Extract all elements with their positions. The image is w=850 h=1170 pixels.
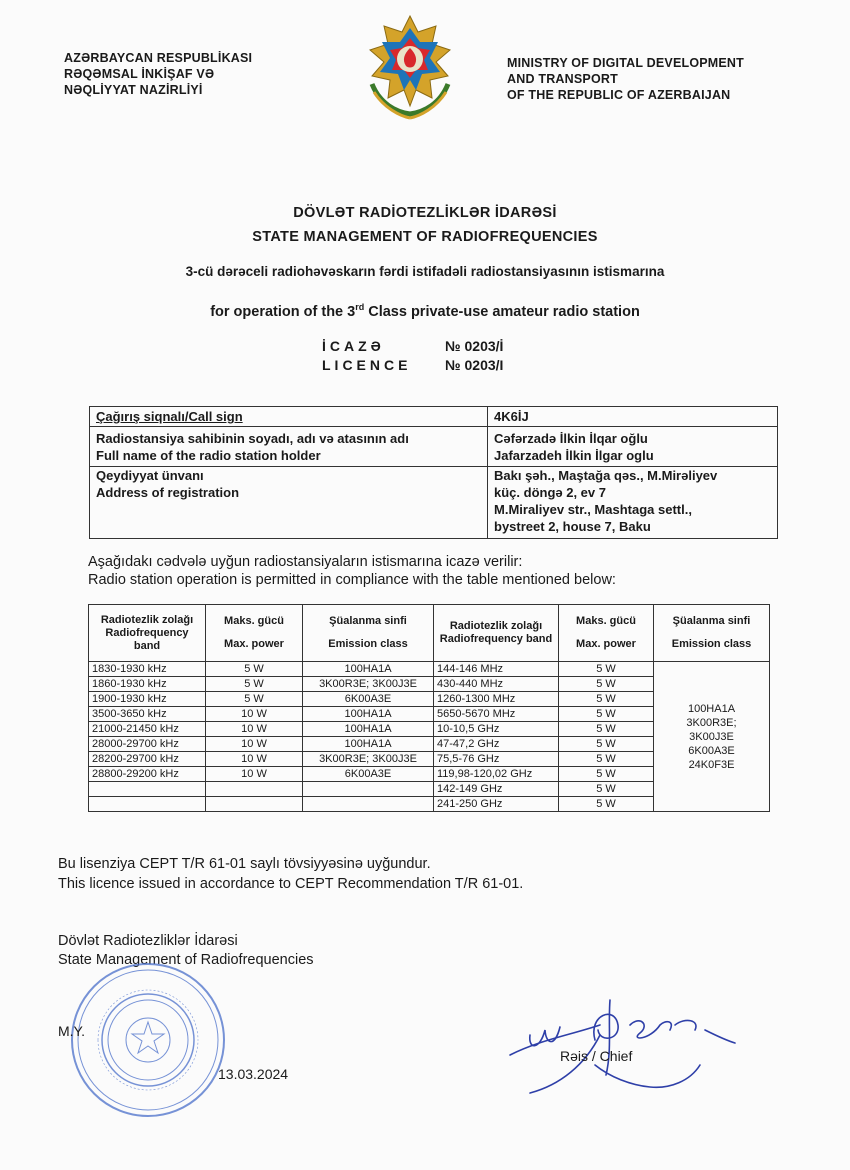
hf-band-cell <box>89 797 206 812</box>
hf-band-cell <box>89 782 206 797</box>
hf-power-cell <box>206 797 303 812</box>
vhf-band-cell: 430-440 MHz <box>434 677 559 692</box>
hf-power-cell: 10 W <box>206 767 303 782</box>
header-band-en: Radiofrequency band <box>439 633 553 645</box>
name-value-en: Jafarzadeh İlkin İlgar oglu <box>494 448 654 463</box>
hf-power-cell: 10 W <box>206 722 303 737</box>
frequency-bands-table <box>88 604 770 812</box>
hf-power-cell: 10 W <box>206 752 303 767</box>
header-band-hf <box>89 605 206 662</box>
hf-power-cell: 10 W <box>206 707 303 722</box>
ministry-en-line-3: OF THE REPUBLIC OF AZERBAIJAN <box>507 88 731 102</box>
vhf-power-cell: 5 W <box>559 707 654 722</box>
header-emission-vhf <box>654 605 770 662</box>
hf-emission-cell: 100HA1A <box>303 737 434 752</box>
hf-emission-cell: 3K00R3E; 3K00J3E <box>303 752 434 767</box>
header-emission-en: Emission class <box>671 638 752 650</box>
hf-emission-cell <box>303 797 434 812</box>
permit-text-az: Aşağıdakı cədvələ uyğun radiostansiyaların istismarına icazə verilir: <box>88 554 523 570</box>
address-line-3: M.Miraliyev str., Mashtaga settl., <box>494 502 692 517</box>
hf-emission-cell: 6K00A3E <box>303 692 434 707</box>
table-header-row <box>89 605 770 662</box>
vhf-emission-line: 3K00R3E; <box>686 716 737 729</box>
hf-emission-cell: 100HA1A <box>303 722 434 737</box>
header-power-vhf <box>559 605 654 662</box>
hf-band-cell: 1830-1930 kHz <box>89 662 206 677</box>
vhf-band-cell: 241-250 GHz <box>434 797 559 812</box>
ministry-az-line-1: AZƏRBAYCAN RESPUBLİKASI <box>64 51 253 65</box>
purpose-en-sup: rd <box>355 302 365 312</box>
cept-text-en: This licence issued in accordance to CEPT Recommendation T/R 61-01. <box>58 876 524 892</box>
ministry-az-line-3: NƏQLİYYAT NAZİRLİYİ <box>64 83 203 97</box>
official-stamp-icon <box>68 960 228 1120</box>
vhf-power-cell: 5 W <box>559 737 654 752</box>
ministry-name-az <box>64 50 252 98</box>
header-emission-hf <box>303 605 434 662</box>
vhf-band-cell: 47-47,2 GHz <box>434 737 559 752</box>
vhf-power-cell: 5 W <box>559 677 654 692</box>
vhf-band-cell: 75,5-76 GHz <box>434 752 559 767</box>
vhf-emission-line: 100HA1A <box>687 702 736 715</box>
hf-emission-cell <box>303 782 434 797</box>
table-row <box>89 662 770 677</box>
name-label-en: Full name of the radio station holder <box>96 448 321 463</box>
address-value <box>488 466 777 538</box>
hf-emission-cell: 3K00R3E; 3K00J3E <box>303 677 434 692</box>
header-power-az: Maks. gücü <box>576 615 636 627</box>
permit-text-en: Radio station operation is permitted in compliance with the table mentioned below: <box>88 572 616 588</box>
vhf-band-cell: 119,98-120,02 GHz <box>434 767 559 782</box>
header-band-az: Radiotezlik zolağı <box>449 620 543 632</box>
hf-band-cell: 28000-29700 kHz <box>89 737 206 752</box>
call-sign-value: 4K6İJ <box>494 409 529 424</box>
header-power-en: Max. power <box>576 638 636 650</box>
hf-power-cell: 5 W <box>206 677 303 692</box>
ministry-en-line-1: MINISTRY OF DIGITAL DEVELOPMENT <box>507 56 744 70</box>
seal-place-label: M.Y. <box>58 1023 85 1039</box>
purpose-en-pre: for operation of the 3 <box>210 303 356 320</box>
cept-text-az: Bu lisenziya CEPT T/R 61-01 saylı tövsiyyəsinə uyğundur. <box>58 856 431 872</box>
ministry-az-line-2: RƏQƏMSAL İNKİŞAF VƏ <box>64 67 215 81</box>
header-band-en: Radiofrequency band <box>105 626 189 652</box>
name-value-az: Cəfərzadə İlkin İlqar oğlu <box>494 431 648 446</box>
ministry-en-line-2: AND TRANSPORT <box>507 72 618 86</box>
header-band-az: Radiotezlik zolağı <box>100 613 194 626</box>
ministry-name-en <box>507 55 744 103</box>
chief-label: Rəis / Chief <box>560 1048 633 1064</box>
name-value <box>488 426 777 466</box>
issue-date: 13.03.2024 <box>218 1066 289 1082</box>
licence-number-en: № 0203/I <box>445 357 504 373</box>
address-line-2: küç. döngə 2, ev 7 <box>494 485 606 500</box>
call-sign-row <box>90 407 777 427</box>
header-power-hf <box>206 605 303 662</box>
purpose-az: 3-cü dərəceli radiohəvəskarın fərdi istifadəli radiostansiyasının istismarına <box>185 264 665 279</box>
hf-power-cell: 10 W <box>206 737 303 752</box>
state-emblem-icon <box>360 12 460 122</box>
header-emission-en: Emission class <box>328 638 408 650</box>
hf-band-cell: 28200-29700 kHz <box>89 752 206 767</box>
header-power-en: Max. power <box>224 638 284 650</box>
agency-title-en: STATE MANAGEMENT OF RADIOFREQUENCIES <box>252 229 598 245</box>
hf-band-cell: 1860-1930 kHz <box>89 677 206 692</box>
licence-label-en: LICENCE <box>322 357 412 373</box>
hf-band-cell: 3500-3650 kHz <box>89 707 206 722</box>
holder-info-table <box>89 406 778 539</box>
signature-icon <box>500 995 750 1095</box>
address-line-1: Bakı şəh., Maştağa qəs., M.Mirəliyev <box>494 468 718 483</box>
licence-label-az: İCAZƏ <box>322 338 385 354</box>
hf-emission-cell: 6K00A3E <box>303 767 434 782</box>
address-label <box>90 466 488 538</box>
header-band-vhf <box>434 605 559 662</box>
vhf-emission-line: 6K00A3E <box>688 744 735 757</box>
vhf-power-cell: 5 W <box>559 767 654 782</box>
purpose-en <box>0 302 850 320</box>
vhf-band-cell: 142-149 GHz <box>434 782 559 797</box>
name-label-az: Radiostansiya sahibinin soyadı, adı və atasının adı <box>96 431 409 446</box>
hf-band-cell: 1900-1930 kHz <box>89 692 206 707</box>
address-label-en: Address of registration <box>96 485 240 500</box>
header-emission-az: Şüalanma sinfi <box>329 615 407 627</box>
footer-org-en: State Management of Radiofrequencies <box>58 952 314 968</box>
vhf-band-cell: 5650-5670 MHz <box>434 707 559 722</box>
vhf-emission-merged-cell <box>654 662 770 812</box>
footer-org-az: Dövlət Radiotezliklər İdarəsi <box>58 933 238 949</box>
hf-band-cell: 21000-21450 kHz <box>89 722 206 737</box>
vhf-power-cell: 5 W <box>559 752 654 767</box>
vhf-band-cell: 1260-1300 MHz <box>434 692 559 707</box>
address-line-4: bystreet 2, house 7, Baku <box>494 519 651 534</box>
licence-number-az: № 0203/İ <box>445 338 504 354</box>
vhf-power-cell: 5 W <box>559 797 654 812</box>
vhf-emission-line: 3K00J3E <box>689 730 734 743</box>
address-label-az: Qeydiyyat ünvanı <box>96 468 204 483</box>
header-power-az: Maks. gücü <box>224 615 284 627</box>
agency-title-az: DÖVLƏT RADİOTEZLİKLƏR İDARƏSİ <box>293 205 557 221</box>
hf-power-cell <box>206 782 303 797</box>
call-sign-label: Çağırış siqnalı/Call sign <box>90 407 488 426</box>
hf-emission-cell: 100HA1A <box>303 707 434 722</box>
vhf-band-cell: 144-146 MHz <box>434 662 559 677</box>
vhf-band-cell: 10-10,5 GHz <box>434 722 559 737</box>
name-label <box>90 426 488 466</box>
vhf-emission-line: 24K0F3E <box>688 758 735 771</box>
vhf-power-cell: 5 W <box>559 722 654 737</box>
hf-power-cell: 5 W <box>206 692 303 707</box>
vhf-power-cell: 5 W <box>559 692 654 707</box>
name-row <box>90 426 777 467</box>
vhf-power-cell: 5 W <box>559 662 654 677</box>
purpose-en-post: Class private-use amateur radio station <box>364 303 640 320</box>
hf-emission-cell: 100HA1A <box>303 662 434 677</box>
vhf-power-cell: 5 W <box>559 782 654 797</box>
hf-power-cell: 5 W <box>206 662 303 677</box>
hf-band-cell: 28800-29200 kHz <box>89 767 206 782</box>
header-emission-az: Şüalanma sinfi <box>672 615 751 627</box>
address-row <box>90 466 777 538</box>
